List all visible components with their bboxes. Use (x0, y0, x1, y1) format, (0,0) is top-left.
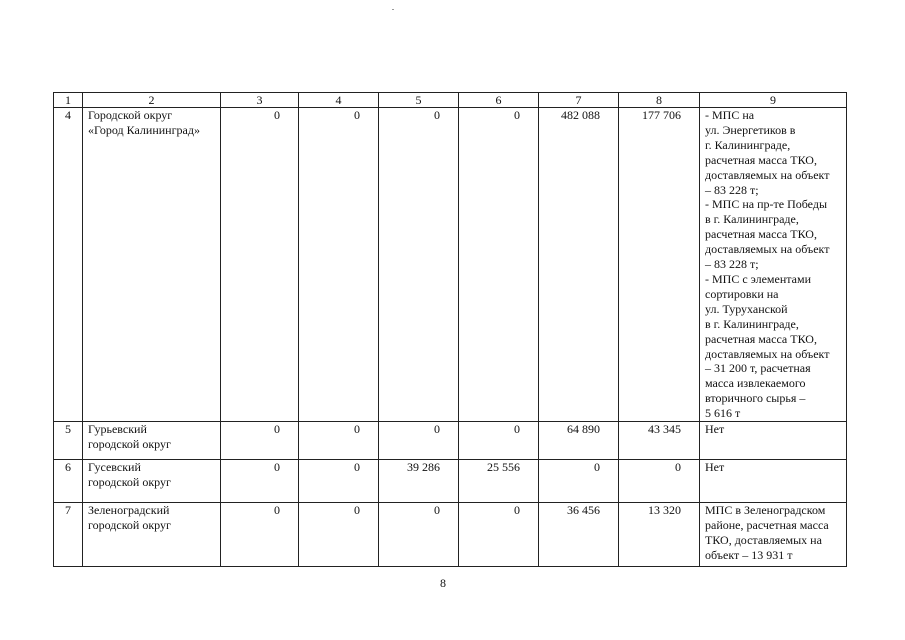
header-row (54, 93, 847, 108)
value-col-8: 0 (619, 460, 700, 503)
facility-description: МПС в Зеленоградском районе, расчетная масса ТКО, доставляемых на объект – 13 931 т (700, 503, 847, 567)
value-col-8: 43 345 (619, 422, 700, 460)
value-col-5: 0 (379, 422, 459, 460)
row-number: 6 (54, 460, 83, 503)
value-col-4: 0 (299, 460, 379, 503)
scan-speck (392, 9, 394, 10)
municipality-name: Зеленоградский городской округ (83, 503, 221, 567)
header-cell: 9 (700, 93, 847, 108)
municipality-name: Городской округ «Город Калининград» (83, 108, 221, 422)
table-row (54, 422, 847, 460)
value-col-7: 64 890 (539, 422, 619, 460)
page-number: 8 (440, 576, 446, 590)
header-cell: 3 (221, 93, 299, 108)
header-cell: 5 (379, 93, 459, 108)
table-row (54, 503, 847, 567)
value-col-3: 0 (221, 108, 299, 422)
value-col-7: 36 456 (539, 503, 619, 567)
value-col-8: 13 320 (619, 503, 700, 567)
value-col-4: 0 (299, 422, 379, 460)
header-cell: 8 (619, 93, 700, 108)
value-col-6: 0 (459, 108, 539, 422)
header-cell: 4 (299, 93, 379, 108)
row-number: 5 (54, 422, 83, 460)
row-number: 4 (54, 108, 83, 422)
header-cell: 1 (54, 93, 83, 108)
value-col-3: 0 (221, 422, 299, 460)
table-row (54, 460, 847, 503)
value-col-3: 0 (221, 460, 299, 503)
value-col-5: 0 (379, 503, 459, 567)
row-number: 7 (54, 503, 83, 567)
municipality-name: Гурьевский городской округ (83, 422, 221, 460)
facility-description: - МПС на ул. Энергетиков в г. Калининграде, расчетная масса ТКО, доставляемых на объект – 83 228 т; - МПС на пр-те Победы в г. Калининграде, расчетная масса ТКО, доставляемых на объект – 83 228 т; - МПС с элементами сортировки на ул. Туруханской в г. Калининграде, расчетная масса ТКО, доставляемых на объект – 31 200 т, расчетная масса извлекаемого вторичного сырья – 5 616 т (700, 108, 847, 422)
value-col-7: 0 (539, 460, 619, 503)
value-col-7: 482 088 (539, 108, 619, 422)
capacity-table (53, 92, 847, 567)
value-col-8: 177 706 (619, 108, 700, 422)
value-col-3: 0 (221, 503, 299, 567)
table-row (54, 108, 847, 422)
header-cell: 2 (83, 93, 221, 108)
municipality-name: Гусевский городской округ (83, 460, 221, 503)
value-col-6: 0 (459, 422, 539, 460)
value-col-4: 0 (299, 503, 379, 567)
value-col-6: 0 (459, 503, 539, 567)
value-col-4: 0 (299, 108, 379, 422)
value-col-6: 25 556 (459, 460, 539, 503)
facility-description: Нет (700, 422, 847, 460)
facility-description: Нет (700, 460, 847, 503)
header-cell: 7 (539, 93, 619, 108)
value-col-5: 0 (379, 108, 459, 422)
value-col-5: 39 286 (379, 460, 459, 503)
header-cell: 6 (459, 93, 539, 108)
